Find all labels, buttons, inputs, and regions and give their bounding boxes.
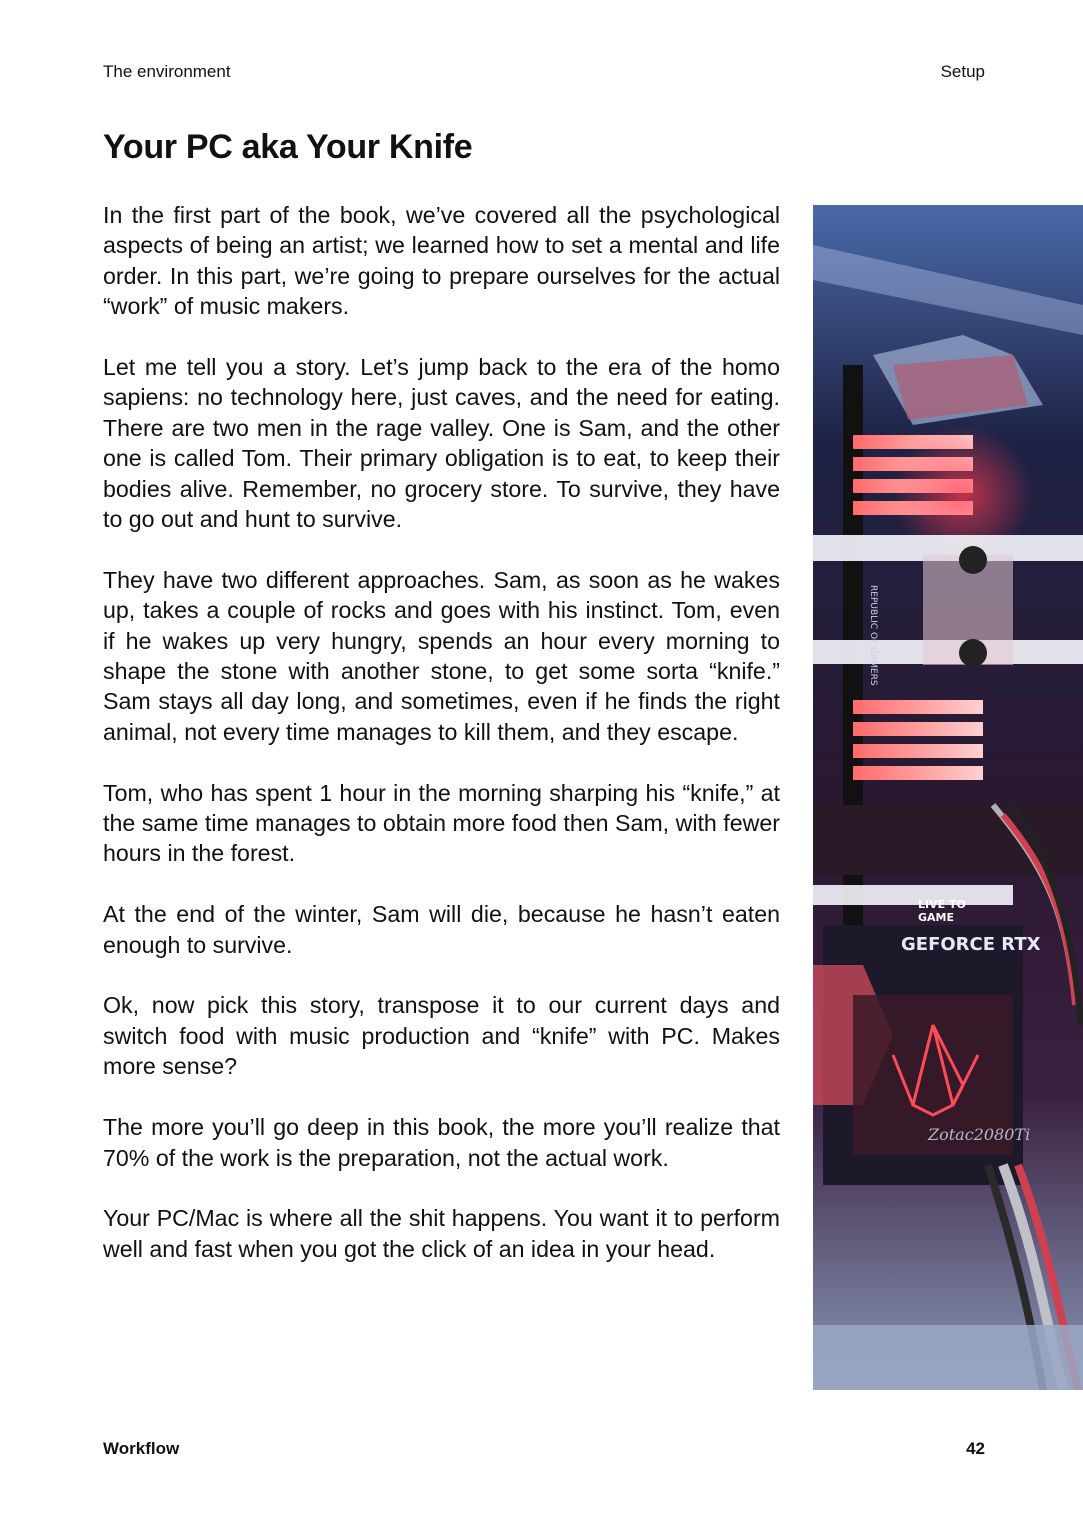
- paragraph: Tom, who has spent 1 hour in the morning sharping his “knife,” at the same time manages to obtain more food then Sam, with fewer hours in the forest.: [103, 779, 780, 867]
- paragraph: They have two different approaches. Sam, as soon as he wakes up, takes a couple of rocks and goes with his instinct. Tom, even if he wakes up very hungry, spends an hour every morning to shape the stone with another stone, to get some sorta “knife.” Sam stays all day long, and sometimes, even if he finds the right animal, not every time manages to kill them, and they escape.: [103, 566, 780, 745]
- page-number: 42: [966, 1439, 985, 1458]
- gpu-model-label: Zotac2080Ti: [928, 1125, 1031, 1144]
- paragraph: Let me tell you a story. Let’s jump back to the era of the homo sapiens: no technology here, just caves, and the need for eating. There are two men in the rage valley. One is Sam, and the other one is called Tom. Their primary obligation is to eat, to keep their bodies alive. Remember, no grocery store. To survive, they have to go out and hunt to survive.: [103, 354, 780, 533]
- page-title: Your PC aka Your Knife: [103, 128, 473, 166]
- paragraph: At the end of the winter, Sam will die, because he hasn’t eaten enough to survive.: [103, 901, 780, 958]
- paragraph: Ok, now pick this story, transpose it to our current days and switch food with music production and “knife” with PC. Makes more sense?: [103, 992, 780, 1080]
- gpu-tagline-2: GAME: [918, 911, 955, 924]
- pc-build-photo: [813, 205, 1083, 1390]
- running-header-section: The environment: [103, 62, 231, 81]
- running-header-chapter: Setup: [940, 62, 985, 81]
- paragraph: Your PC/Mac is where all the shit happens. You want it to perform well and fast when you got the click of an idea in your head.: [103, 1205, 780, 1262]
- motherboard-label: REPUBLIC OF GAMERS: [868, 585, 878, 686]
- gpu-tagline-1: LIVE TO: [918, 898, 966, 911]
- footer-section: Workflow: [103, 1439, 180, 1458]
- paragraph: In the first part of the book, we’ve covered all the psychological aspects of being an artist; we learned how to set a mental and life order. In this part, we’re going to prepare ourselves for the actual “work” of music makers.: [103, 202, 780, 320]
- body-text: [103, 200, 780, 1295]
- paragraph: The more you’ll go deep in this book, the more you’ll realize that 70% of the work is the preparation, not the actual work.: [103, 1114, 780, 1171]
- gpu-brand-label: GEFORCE RTX: [901, 934, 1041, 955]
